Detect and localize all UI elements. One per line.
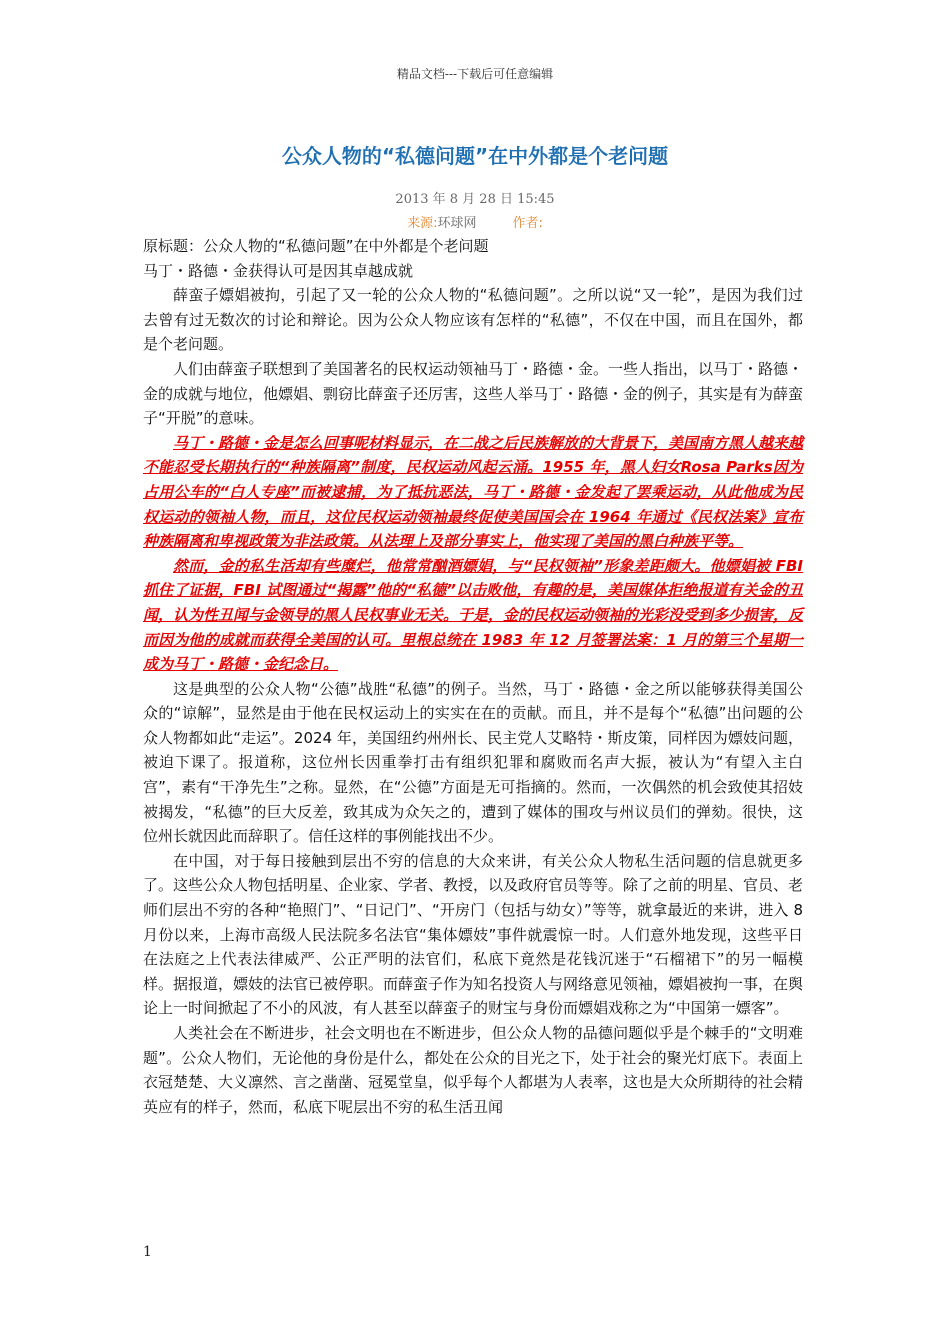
article-body bbox=[143, 234, 803, 1119]
subtitle-line: 马丁・路德・金获得认可是因其卓越成就 bbox=[143, 261, 414, 280]
header-note: 精品文档---下载后可任意编辑 bbox=[396, 67, 554, 81]
paragraph: 这是典型的公众人物“公德”战胜“私德”的例子。当然，马丁・路德・金之所以能够获得美国公众的“谅解”，显然是由于他在民权运动上的实实在在的贡献。而且，并不是每个“私德”出问题的公众人物都如此“走运”。2024 年，美国纽约州州长、民主党人艾略特・斯皮策，同样因为嫖妓问题，被迫下课了。报道称，这位州长因重拳打击有组织犯罪和腐败而名声大振，被认为“有望入主白宫”，素有“干净先生”之称。显然，在“公德”方面是无可指摘的。然而，一次偶然的机会致使其招妓被揭发，“私德”的巨大反差，致其成为众矢之的，遭到了媒体的围攻与州议员们的弹劾。很快，这位州长就因此而辞职了。信任这样的事例能找出不少。 bbox=[143, 679, 803, 846]
source-line bbox=[0, 212, 950, 231]
highlighted-paragraph: 然而，金的私生活却有些糜烂，他常常酗酒嫖娼，与“民权领袖”形象差距颇大。他嫖娼被 FBI 抓住了证据，FBI 试图通过“揭露”他的“私德”以击败他，有趣的是，美国媒体拒绝报道有关金的丑闻，认为性丑闻与金领导的黑人民权事业无关。于是，金的民权运动领袖的光彩没受到多少损害，反而因为他的成就而获得全美国的认可。里根总统在 1983 年 12 月签署法案：1 月的第三个星期一成为马丁・路德・金纪念日。 bbox=[143, 556, 804, 674]
page-number: 1 bbox=[143, 1244, 152, 1260]
paragraph: 人们由薛蛮子联想到了美国著名的民权运动领袖马丁・路德・金。一些人指出，以马丁・路德・金的成就与地位，他嫖娼、剽窃比薛蛮子还厉害，这些人举马丁・路德・金的例子，其实是有为薛蛮子“开脱”的意味。 bbox=[143, 359, 804, 428]
article-title: 公众人物的“私德问题”在中外都是个老问题 bbox=[281, 144, 669, 168]
source-value: 环球网 bbox=[437, 216, 477, 231]
paragraph: 人类社会在不断进步，社会文明也在不断进步，但公众人物的品德问题似乎是个棘手的“文明难题”。公众人物们，无论他的身份是什么，都处在公众的目光之下，处于社会的聚光灯底下。表面上衣冠楚楚、大义凛然、言之凿凿、冠冕堂皇，似乎每个人都堪为人表率，这也是大众所期待的社会精英应有的样子，然而，私底下呢层出不穷的私生活丑闻 bbox=[143, 1024, 804, 1116]
publish-date: 2013 年 8 月 28 日 15:45 bbox=[395, 192, 555, 207]
paragraph: 薛蛮子嫖娼被拘，引起了又一轮的公众人物的“私德问题”。之所以说“又一轮”，是因为我们过去曾有过无数次的讨论和辩论。因为公众人物应该有怎样的“私德”，不仅在中国，而且在国外，都是个老问题。 bbox=[143, 286, 803, 354]
paragraph: 在中国，对于每日接触到层出不穷的信息的大众来讲，有关公众人物私生活问题的信息就更多了。这些公众人物包括明星、企业家、学者、教授，以及政府官员等等。除了之前的明星、官员、老师们层出不穷的各种“艳照门”、“日记门”、“开房门（包括与幼女）”等等，就拿最近的来讲，进入 8 月份以来，上海市高级人民法院多名法官“集体嫖妓”事件就震惊一时。人们意外地发现，这些平日在法庭之上代表法律威严、公正严明的法官们，私底下竟然是花钱沉迷于“石榴裙下”的另一幅模样。据报道，嫖妓的法官已被停职。而薛蛮子作为知名投资人与网络意见领袖，嫖娼被拘一事，在舆论上一时间掀起了不小的风波，有人甚至以薛蛮子的财宝与身份而嫖娼戏称之为“中国第一嫖客”。 bbox=[143, 851, 804, 1018]
source-label: 来源: bbox=[407, 216, 438, 231]
highlighted-paragraph: 马丁・路德・金是怎么回事呢材料显示，在二战之后民族解放的大背景下，美国南方黑人越来越不能忍受长期执行的“种族隔离”制度，民权运动风起云涌。1955 年，黑人妇女Rosa Parks因为占用公车的“白人专座”而被逮捕，为了抵抗恶法，马丁・路德・金发起了罢乘运动，从此他成为民权运动的领袖人物，而且，这位民权运动领袖最终促使美国国会在 1964 年通过《民权法案》宣布种族隔离和卑视政策为非法政策。从法理上及部分事实上，他实现了美国的黑白种族平等。 bbox=[143, 433, 804, 551]
original-title-line: 原标题：公众人物的“私德问题”在中外都是个老问题 bbox=[143, 237, 489, 255]
author-label: 作者: bbox=[512, 216, 543, 231]
